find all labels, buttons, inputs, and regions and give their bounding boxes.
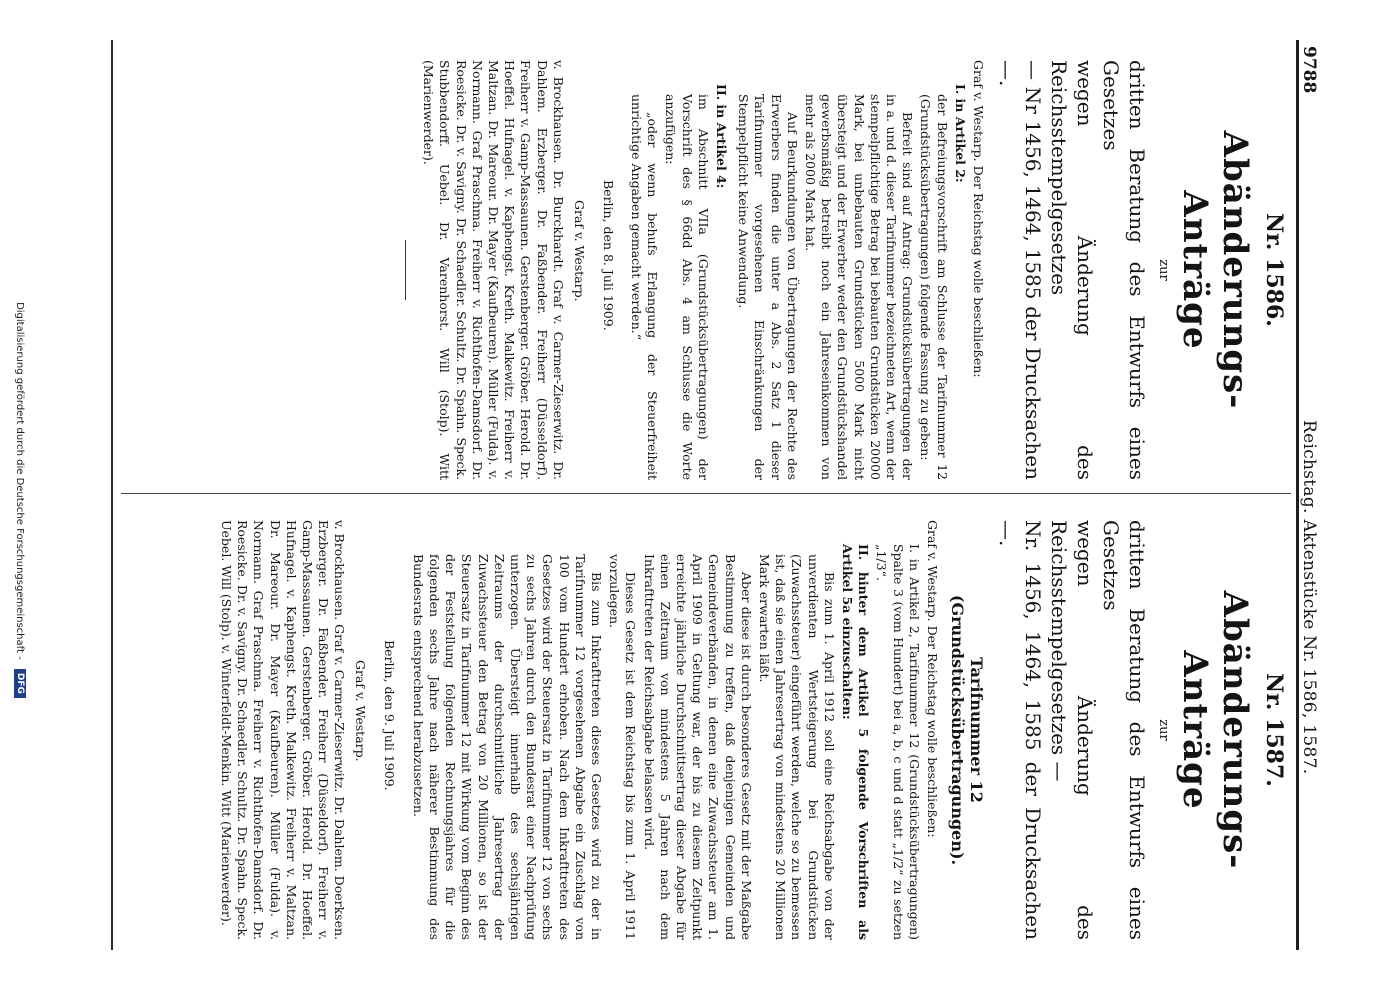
signing-date: Berlin, den 9. Juli 1909.	[382, 640, 398, 791]
document-subject	[994, 60, 1150, 480]
lead-signatory: Graf v. Westarp.	[353, 660, 369, 762]
section-text: der Befreiungsvorschrift am Schlusse der Tarifnummer 12 (Grundstücksübertragungen) folgende Fassung zu geben:	[918, 94, 950, 480]
subject-line: wegen Änderung des Reichsstempelgesetzes	[1047, 60, 1097, 480]
section-paragraph: Auf Beurkundungen von Übertragungen der Rechte des Erwerbers finden die unter a Abs. 2 Satz 1 dieser Tarifnummer vorgesehenen Einschränkungen der Stempelpflicht keine Anwendung.	[736, 94, 800, 480]
motion-intro: Graf v. Westarp. Der Reichstag wolle beschließen:	[971, 60, 986, 378]
document-number: Nr. 1586.	[1261, 213, 1287, 327]
amendment-quote: „oder wenn behufs Erlangung der Steuerfreiheit unrichtige Angaben gemacht werden.“	[628, 94, 661, 480]
amendment-paragraph: Aber diese ist durch besonderes Gesetz mit der Maßgabe Bestimmung zu treffen, daß denjenigen Gemeinden und Gemeindeverbänden, in denen eine Zuwachssteuer am 1. April 1909 in Geltung war, der bis zu diesem Zeitpunkt erreichte jährliche Durchschnittsertrag dieser Abgabe für einen Zeitraum von mindestens 5 Jahren nach dem Inkrafttreten der Reichsabgabe belassen wird.	[641, 554, 754, 940]
subject-line: dritten Beratung des Entwurfs eines Gesetzes	[1099, 60, 1149, 480]
co-signatories: v. Brockhausen. Graf v. Carmer-Zieserwitz. Dr. Dahlem. Doerksen. Erzberger. Dr. Faßbender. Freiherr (Düsseldorf). Freiherr v. Gamp-Massaunen. Gerstenberger. Gröber. Herold. Dr. Hoeffel. Hufnagel. v. Kaphengst. Kreth. Malkewitz. Freiherr v. Maltzan. Dr. Mareour. Dr. Mayer (Kaufbeuren). Müller (Fulda). v. Normann. Graf Praschma. Freiherr v. Richthofen-Damsdorf. Dr. Roesicke. Dr. v. Savigny. Dr. Schaedler. Schultz. Dr. Spahn. Speck. Uebel. Will (Stolp). v. Winterfeldt-Menkin. Witt (Marienwerder).	[219, 520, 348, 940]
section-subheading: Tarifnummer 12 (Grundstücksübertragungen).	[948, 594, 986, 866]
amendment-paragraph: Bis zum 1. April 1912 soll eine Reichsabgabe von der unverdienten Wertsteigerung bei Grundstücken (Zuwachssteuer) eingeführt werden, welche so zu bemessen ist, daß sie einen Jahresertrag von mindestens 20 Millionen Mark erwarten läßt.	[756, 554, 837, 940]
digitization-credit	[14, 0, 26, 1000]
page-number: 9788	[1299, 46, 1319, 94]
amendment-item: I. in Artikel 2, Tarifnummer 12 (Grundstücksübertragungen) Spalte 3 (vom Hundert) bei a, b, c und d statt „1/2“ zu setzen „1/3“.	[874, 544, 922, 940]
running-head: Reichstag. Aktenstücke Nr. 1586, 1587.	[1299, 420, 1319, 775]
subject-line: — Nr 1456, 1464, 1585 der Drucksachen —.	[995, 60, 1045, 480]
motion-intro: Graf v. Westarp. Der Reichstag wolle beschließen:	[925, 520, 940, 838]
section-heading: II. in Artikel 4:	[713, 84, 729, 189]
amendment-item-heading: II. hinter dem Artikel 5 folgende Vorschriften als Artikel 5a einzuschalten:	[839, 544, 872, 940]
right-column	[218, 520, 1287, 940]
section-paragraph: Befreit sind auf Antrag: Grundstücksübertragungen der in a. und d. dieser Tarifnummer bezeichneten Art, wenn der stempelpflichtige Betrag bei bebauten Grundstücken 20000 Mark, bei unbebauten Grundstücken 5000 Mark nicht übersteigt und der Erwerber weder den Grundstückshandel gewerbsmäßig betreibt noch ein Jahreseinkommen von mehr als 2000 Mark hat.	[802, 94, 916, 480]
digitization-note: Digitalisierung gefördert durch die Deutsche Forschungsgemeinschaft -	[14, 302, 25, 660]
document-number: Nr. 1587.	[1261, 673, 1287, 787]
section-text: im Abschnitt VIIa (Grundstücksübertragungen) der Vorschrift des § 66dd Abs. 4 am Schlusse die Worte anzufügen:	[663, 94, 711, 480]
column-divider	[121, 493, 1291, 494]
document-title: Abänderungs-Anträge	[1175, 130, 1255, 410]
document-subject	[994, 520, 1150, 940]
title-connector: zur	[1156, 259, 1171, 281]
co-signatories: v. Brockhausen. Dr. Burckhardt. Graf v. Carmer-Zieserwitz. Dr. Dahlem. Erzberger. Dr. Faßbender. Freiherr (Düsseldorf). Freiherr v. Gamp-Massaunen. Gerstenberger. Gröber. Herold. Dr. Hoeffel. Hufnagel. v. Kaphengst. Kreth. Malkewitz. Freiherr v. Maltzan. Dr. Mareour. Dr. Mayer (Kaufbeuren). Müller (Fulda). v. Normann. Graf Praschma. Freiherr v. Richthofen-Damsdorf. Dr. Roesicke. Dr. v. Savigny. Dr. Schaedler. Schultz. Dr. Spahn. Speck. Stubbendorff. Uebel. Dr. Varenhorst. Will (Stolp). Witt (Marienwerder).	[421, 60, 566, 480]
dfg-logo: DFG	[14, 669, 26, 698]
section-heading: I. in Artikel 2:	[952, 84, 968, 183]
footer-rule	[111, 40, 113, 950]
amendment-paragraph: Dieses Gesetz ist dem Reichstag bis zum 1. April 1911 vorzulegen.	[607, 554, 639, 940]
document-title: Abänderungs-Anträge	[1175, 590, 1255, 870]
lead-signatory: Graf v. Westarp.	[571, 200, 587, 302]
end-rule	[405, 240, 406, 300]
subject-line: wegen Änderung des Reichsstempelgesetzes —	[1047, 520, 1097, 940]
subject-line: dritten Beratung des Entwurfs eines Gesetzes	[1099, 520, 1149, 940]
title-connector: zur	[1156, 719, 1171, 741]
amendment-paragraph: Bis zum Inkrafttreten dieses Gesetzes wird zu der in Tarifnummer 12 vorgesehenen Abgabe ein Zuschlag von 100 vom Hundert erhoben. Nach dem Inkrafttreten des Gesetzes wird der Steuersatz in Tarifnummer 12 von sechs zu sechs Jahren durch den Bundesrat einer Nachprüfung unterzogen. Übersteigt innerhalb des sechsjährigen Zeitraums der durchschnittliche Jahresertrag der Zuwachssteuer den Betrag von 20 Millionen, so ist der Steuersatz in Tarifnummer 12 mit Wirkung vom Beginn des der Feststellung folgenden Rechnungsjahres für die folgenden sechs Jahre nach näherer Bestimmung des Bundesrats entsprechend herabzusetzen.	[410, 554, 604, 940]
header-rule	[1296, 40, 1299, 950]
signing-date: Berlin, den 8. Juli 1909.	[600, 180, 616, 331]
subject-line: Nr. 1456, 1464, 1585 der Drucksachen —.	[995, 520, 1045, 940]
left-column	[391, 60, 1287, 480]
